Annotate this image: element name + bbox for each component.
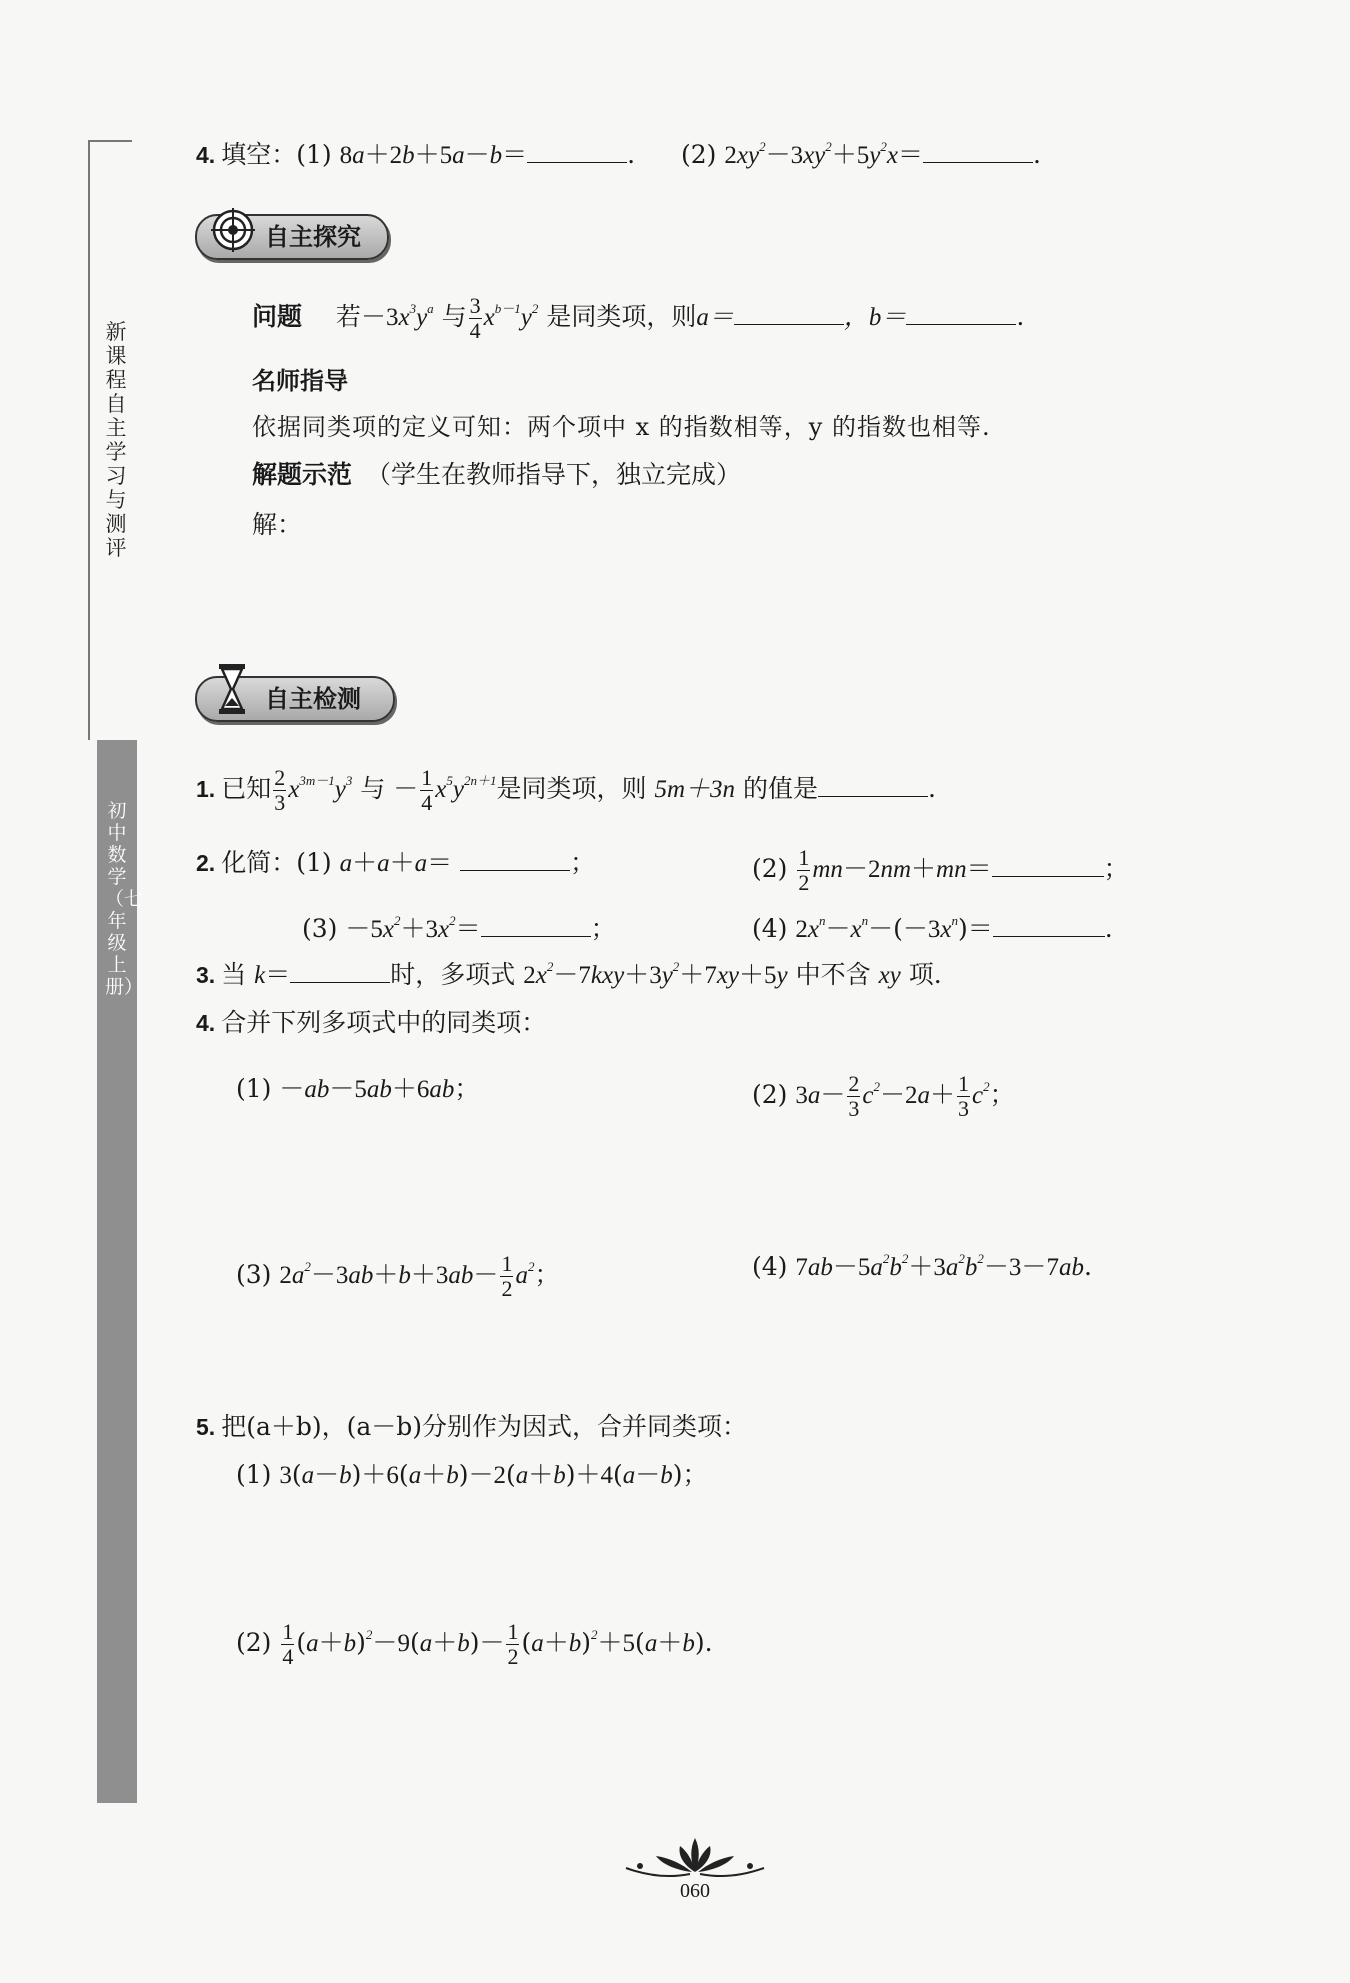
check-question-4-part4: (4) $7ab-5a^2b^2+3a^2b^2-3-7ab$.	[752, 1251, 1092, 1281]
section-badge-explore: 自主探究	[195, 214, 389, 260]
check-question-3: 3. 当 k＝ 时，多项式 $2x^2-7kxy+3y^2+7xy+5y$ 中不含 xy 项.	[196, 959, 942, 989]
sidebar-series-title: 新课程自主学习与测评	[105, 320, 127, 560]
section-badge-check: 自主检测	[195, 676, 395, 722]
check-question-4-part1: (1) －ab－5ab＋6ab；	[236, 1074, 480, 1103]
demo-answer: 解：	[252, 510, 303, 539]
page-number: 060	[680, 1880, 710, 1902]
top-question-4: 4. 填空：(1) 8a＋2b＋5a－b＝ . (2) $2xy^2-3xy^2+5y^2x=$ .	[196, 139, 1041, 169]
check-question-1: 1. 已知 $\frac{2}{3}$ $x^{3m-1}y^3$ 与 － $\frac{1}{4}$ $x^5y^{2n+1}$是同类项，则 5m＋3n 的值是 .	[196, 765, 936, 815]
check-question-2-part4: (4) $2x^n-x^n-(-3x^n)=$ .	[752, 913, 1113, 943]
guide-title: 名师指导	[252, 367, 348, 395]
hourglass-icon	[217, 662, 247, 716]
check-question-2-part3: $(3) -5x^2+3x^2=$ ；	[302, 913, 616, 943]
demo-line: 解题示范 （学生在教师指导下，独立完成）	[252, 460, 742, 489]
check-question-2-row1: 2. 化简：(1) a＋a＋a＝ ；	[196, 848, 596, 877]
check-question-4: 4. 合并下列多项式中的同类项：	[196, 1008, 547, 1037]
check-question-5: 5. 把(a＋b)，(a－b)分别作为因式，合并同类项：	[196, 1412, 748, 1441]
guide-text: 依据同类项的定义可知：两个项中 x 的指数相等，y 的指数也相等.	[252, 413, 991, 441]
check-question-5-part1: (1) 3(a－b)＋6(a＋b)－2(a＋b)＋4(a－b)；	[236, 1460, 708, 1489]
check-question-2-part2: (2) $\frac{1}{2}$ mn－2nm＋mn＝ ；	[752, 845, 1129, 895]
floral-ornament-icon	[620, 1820, 770, 1880]
check-question-4-part3: (3) $2a^2-3ab+b+3ab-$ $\frac{1}{2}$ $a^2$；	[236, 1251, 560, 1301]
target-icon	[211, 208, 255, 252]
check-question-4-part2: (2) 3a－ $\frac{2}{3}$ $c^2-2a+$ $\frac{1}{3}$ $c^2$；	[752, 1071, 1015, 1121]
sidebar-book-title: 初中数学（七年级上册）	[105, 800, 144, 998]
problem-statement: 问题 若$-3x^3y^a$ 与 $\frac{3}{4}$ $x^{b-1}y^2$ 是同类项，则a＝ ，b＝ .	[252, 293, 1025, 343]
check-question-5-part2: (2) $\frac{1}{4}$ $(a+b)^2-9(a+b)-$ $\frac{1}{2}$ $(a+b)^2+5(a+b)$.	[236, 1619, 713, 1669]
